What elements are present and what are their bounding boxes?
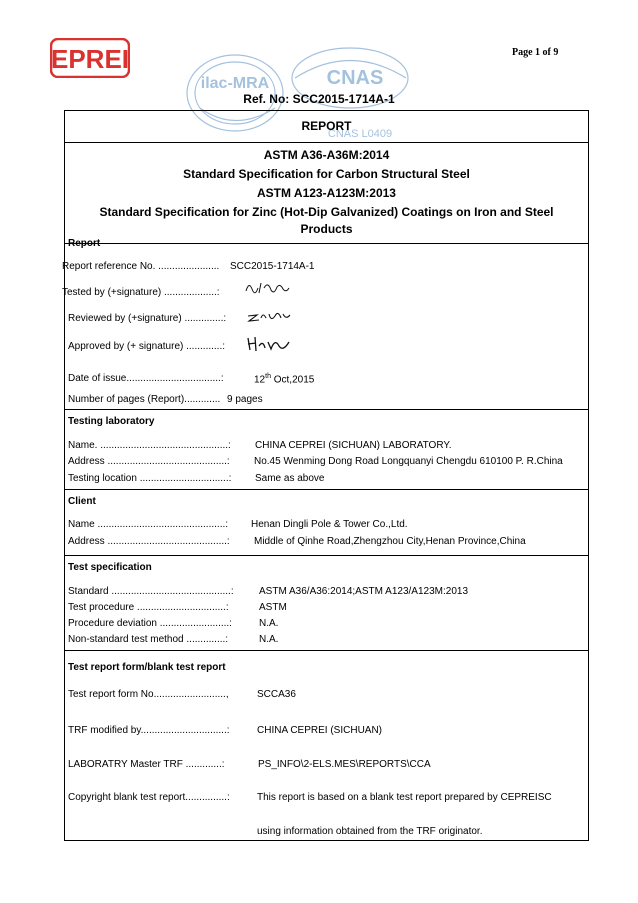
master-trf-value: PS_INFO\2-ELS.MES\REPORTS\CCA	[258, 759, 431, 770]
copyright-label: Copyright blank test report...............:	[68, 792, 230, 803]
master-trf-label: LABORATRY Master TRF .............:	[68, 759, 225, 770]
test-specification-section	[65, 556, 588, 651]
svg-text:EPREI: EPREI	[50, 44, 130, 74]
report-ref-label: Report reference No. ......................	[62, 261, 220, 272]
test-procedure-value: ASTM	[259, 602, 287, 613]
report-ref-value: SCC2015-1714A-1	[230, 261, 315, 272]
client-name-label: Name ..............................................:	[68, 519, 229, 530]
standard-line-5: Products	[300, 222, 353, 236]
section-title: Test specification	[68, 562, 152, 573]
client-section	[65, 490, 588, 556]
non-standard-method-label: Non-standard test method ..............:	[68, 634, 229, 645]
approved-signature	[245, 332, 293, 354]
testing-location-value: Same as above	[255, 473, 325, 484]
page-number: Page 1 of 9	[512, 47, 559, 58]
report-header	[65, 111, 588, 143]
svg-text:CNAS L0409: CNAS L0409	[327, 128, 393, 140]
section-title: Test report form/blank test report	[68, 662, 226, 673]
client-address-label: Address ...........................................:	[68, 536, 230, 547]
form-number-label: Test report form No..........................,	[68, 689, 229, 700]
section-title: Report	[68, 238, 101, 249]
client-address-value: Middle of Qinhe Road,Zhengzhou City,Henan Province,China	[254, 536, 526, 547]
test-procedure-label: Test procedure ................................:	[68, 602, 229, 613]
reviewed-by-label: Reviewed by (+signature) ..............:	[68, 313, 227, 324]
reviewed-signature	[245, 306, 293, 324]
standard-line-2: Standard Specification for Carbon Structural Steel	[183, 167, 470, 181]
standard-line-1: ASTM A36-A36M:2014	[263, 148, 390, 162]
date-label: Date of issue..................................:	[68, 373, 224, 384]
svg-text:CNAS: CNAS	[326, 67, 384, 89]
report-title: REPORT	[301, 119, 352, 133]
tested-signature	[243, 279, 293, 297]
tested-by-label: Tested by (+signature) ...................:	[62, 287, 220, 298]
trf-modified-value: CHINA CEPREI (SICHUAN)	[257, 725, 383, 736]
standard-label: Standard ...........................................:	[68, 586, 234, 597]
report-box	[64, 110, 589, 841]
client-name-value: Henan Dingli Pole & Tower Co.,Ltd.	[251, 519, 408, 530]
ceprei-logo	[50, 38, 130, 78]
pages-value: 9 pages	[227, 394, 263, 405]
section-title: Client	[68, 496, 96, 507]
standards-block	[65, 143, 588, 244]
standard-line-3: ASTM A123-A123M:2013	[257, 186, 396, 200]
non-standard-method-value: N.A.	[259, 634, 279, 645]
pages-label: Number of pages (Report).............	[68, 394, 221, 405]
lab-name-value: CHINA CEPREI (SICHUAN) LABORATORY.	[255, 440, 452, 451]
test-report-form-section	[65, 651, 588, 842]
testing-laboratory-section	[65, 410, 588, 490]
date-value: 12th Oct,2015	[254, 373, 315, 386]
testing-location-label: Testing location ................................:	[68, 473, 232, 484]
approved-by-label: Approved by (+ signature) .............:	[68, 341, 226, 352]
lab-address-value: No.45 Wenming Dong Road Longquanyi Chengdu 610100 P. R.China	[254, 456, 563, 467]
trf-modified-label: TRF modified by...............................:	[68, 725, 230, 736]
standard-value: ASTM A36/A36:2014;ASTM A123/A123M:2013	[259, 586, 469, 597]
reference-number: Ref. No: SCC2015-1714A-1	[243, 92, 395, 106]
form-number-value: SCCA36	[257, 689, 296, 700]
copyright-value-line-2: using information obtained from the TRF originator.	[257, 826, 483, 837]
standard-line-4: Standard Specification for Zinc (Hot-Dip Galvanized) Coatings on Iron and Steel	[99, 205, 554, 219]
procedure-deviation-label: Procedure deviation .........................:	[68, 618, 232, 629]
section-title: Testing laboratory	[68, 416, 155, 427]
report-section	[62, 234, 588, 410]
lab-address-label: Address ...........................................:	[68, 456, 230, 467]
svg-text:ilac-MRA: ilac-MRA	[200, 75, 270, 92]
copyright-value-line-1: This report is based on a blank test report prepared by CEPREISC	[257, 792, 552, 803]
lab-name-label: Name. ..............................................:	[68, 440, 231, 451]
procedure-deviation-value: N.A.	[259, 618, 279, 629]
